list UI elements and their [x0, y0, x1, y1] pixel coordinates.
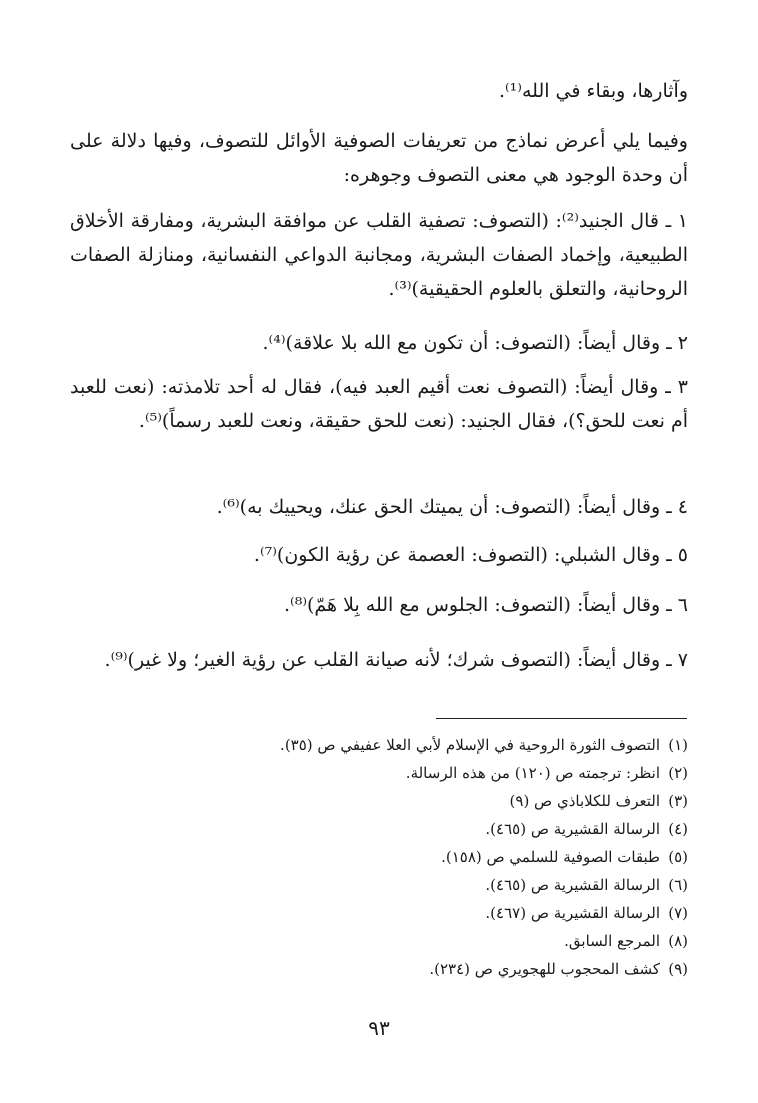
footnote [120, 762, 688, 784]
footnote-number: (٥) [668, 848, 688, 866]
footnote-text: الرسالة القشيرية ص (٤٦٧). [485, 904, 660, 922]
footnote-text: الرسالة القشيرية ص (٤٦٥). [485, 876, 660, 894]
paragraph-intro: وفيما يلي أعرض نماذج من تعريفات الصوفية الأوائل للتصوف، وفيها دلالة على أن وحدة الوجود هي معنى التصوف وجوهره: [70, 130, 688, 186]
footnote [120, 958, 688, 980]
footnote-number: (١) [668, 736, 688, 754]
paragraph-continuation: وآثارها، وبقاء في الله⁽¹⁾. [498, 80, 688, 102]
page-number: ٩٣ [368, 1016, 390, 1040]
footnote-number: (٨) [668, 932, 688, 950]
footnote [120, 734, 688, 756]
footnote [120, 818, 688, 840]
paragraph-item-5: ٥ ـ وقال الشبلي: (التصوف: العصمة عن رؤية الكون)⁽⁷⁾. [253, 544, 688, 566]
footnote-separator [436, 718, 687, 719]
footnote [120, 790, 688, 812]
footnote-number: (٧) [668, 904, 688, 922]
footnote [120, 930, 688, 952]
footnote-text: المرجع السابق. [564, 932, 660, 950]
footnote-text: التعرف للكلاباذي ص (٩) [509, 792, 660, 810]
footnote-text: الرسالة القشيرية ص (٤٦٥). [485, 820, 660, 838]
footnote-text: انظر: ترجمته ص (١٢٠) من هذه الرسالة. [405, 764, 660, 782]
footnote-number: (٦) [668, 876, 688, 894]
footnote-number: (٣) [668, 792, 688, 810]
footnote [120, 874, 688, 896]
paragraph-item-1: ١ ـ قال الجنيد⁽²⁾: (التصوف: تصفية القلب عن موافقة البشرية، ومفارقة الأخلاق الطبيعية، وإخماد الصفات البشرية، ومجانبة الدواعي النفسانية، ومنازلة الصفات الروحانية، والتعلق بالعلوم الحقيقية)⁽³⁾. [70, 210, 688, 300]
paragraph-item-6: ٦ ـ وقال أيضاً: (التصوف: الجلوس مع الله بِلا هَمّ)⁽⁸⁾. [283, 594, 688, 616]
footnote-text: التصوف الثورة الروحية في الإسلام لأبي العلا عفيفي ص (٣٥). [280, 736, 660, 754]
paragraph-item-3: ٣ ـ وقال أيضاً: (التصوف نعت أقيم العبد فيه)، فقال له أحد تلامذته: (نعت للعبد أم نعت للحق؟)، فقال الجنيد: (نعت للحق حقيقة، ونعت للعبد رسماً)⁽⁵⁾. [70, 376, 688, 432]
footnote-number: (٩) [668, 960, 688, 978]
footnote-number: (٢) [668, 764, 688, 782]
paragraph-item-7: ٧ ـ وقال أيضاً: (التصوف شرك؛ لأنه صيانة القلب عن رؤية الغير؛ ولا غير)⁽⁹⁾. [104, 649, 688, 671]
paragraph-item-2: ٢ ـ وقال أيضاً: (التصوف: أن تكون مع الله بلا علاقة)⁽⁴⁾. [262, 332, 688, 354]
paragraph-item-4: ٤ ـ وقال أيضاً: (التصوف: أن يميتك الحق عنك، ويحييك به)⁽⁶⁾. [216, 496, 688, 518]
footnote [120, 902, 688, 924]
footnote-text: طبقات الصوفية للسلمي ص (١٥٨). [441, 848, 660, 866]
footnote-number: (٤) [668, 820, 688, 838]
footnote [120, 846, 688, 868]
footnote-text: كشف المحجوب للهجويري ص (٢٣٤). [429, 960, 660, 978]
